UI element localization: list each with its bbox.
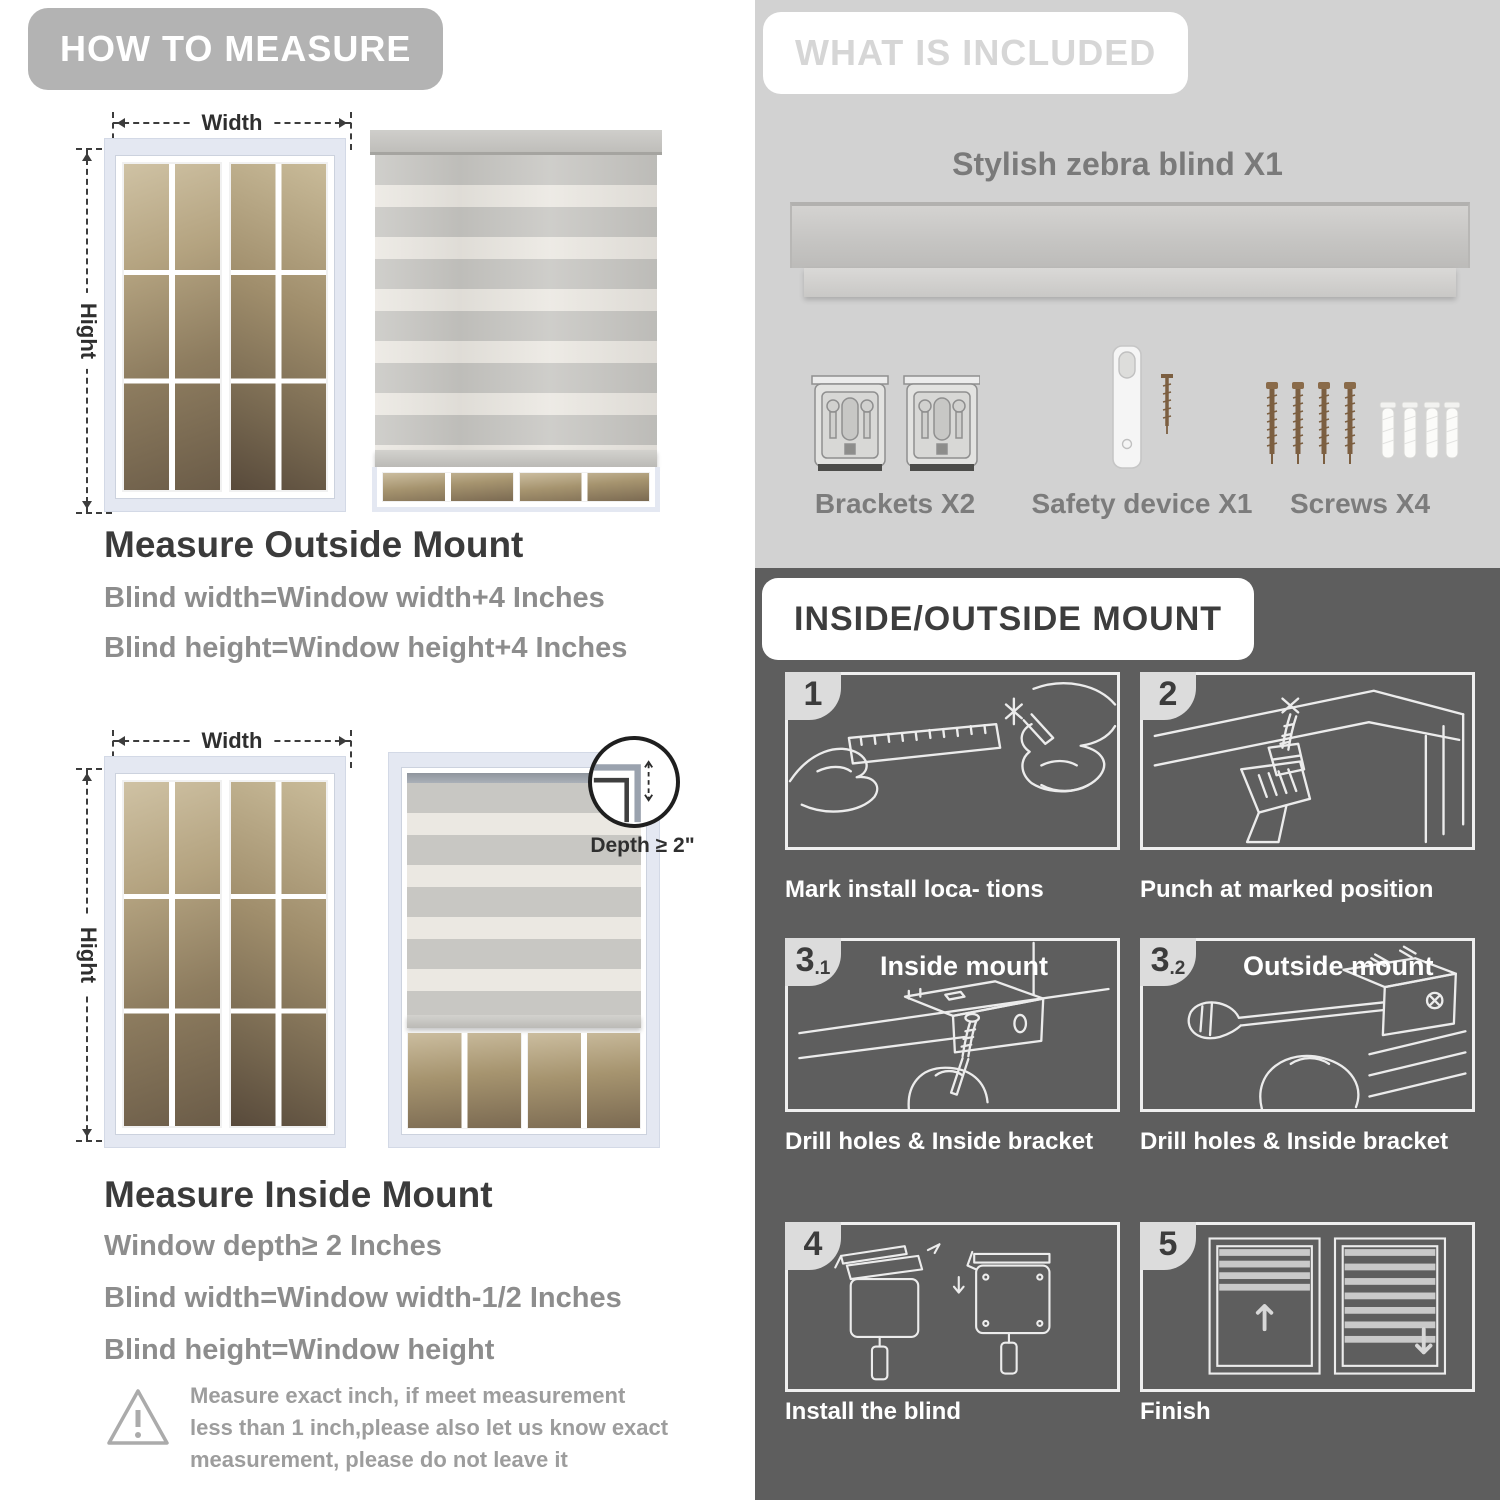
window-sash [229, 162, 329, 492]
step-number: 1 [803, 675, 823, 713]
step-caption-1: Mark install loca- tions [785, 876, 1044, 903]
step-title-outside-mount: Outside mount [1243, 951, 1434, 981]
step-panel-1 [785, 672, 1120, 850]
measure-inside-title: Measure Inside Mount [104, 1174, 493, 1215]
step-number: 4 [803, 1225, 823, 1263]
depth-label: Depth ≥ 2" [590, 834, 695, 857]
window-sash [519, 472, 651, 502]
step-number-sub: .2 [1169, 958, 1186, 979]
step-panel-3-1 [785, 938, 1120, 1112]
how-to-measure-title: HOW TO MEASURE [60, 28, 412, 69]
mount-instructions-panel [755, 568, 1500, 1500]
what-is-included-title: WHAT IS INCLUDED [795, 32, 1157, 73]
depth-magnifier-icon [588, 736, 680, 828]
step-number: 3 [795, 941, 815, 979]
measure-inside-line: Window depth≥ 2 Inches [104, 1230, 442, 1262]
measure-outside-line: Blind width=Window width+4 Inches [104, 582, 605, 614]
step-caption-3-1: Drill holes & Inside bracket [785, 1128, 1094, 1155]
window-sash [407, 1032, 522, 1129]
step-number: 3 [1150, 941, 1170, 979]
warning-text: Measure exact inch, if meet measurement less than 1 inch,please also let us know exact measurement, please do not leave it [190, 1383, 669, 1472]
step-panel-2 [1140, 672, 1475, 850]
window-panes [407, 1032, 641, 1129]
what-is-included-panel [755, 0, 1500, 568]
step-panel-5 [1140, 1222, 1475, 1392]
height-label: Hight [75, 293, 101, 369]
height-label: Hight [75, 917, 101, 993]
warning-triangle-icon [104, 1386, 172, 1450]
step-number-sub: .1 [814, 958, 831, 979]
headrail-top-bar [790, 202, 1470, 268]
window-photo-outside [104, 138, 346, 512]
brackets-icon [810, 368, 980, 480]
window-frame [115, 155, 335, 499]
step-number: 2 [1158, 675, 1178, 713]
step-panel-3-2 [1140, 938, 1475, 1112]
blind-bottom-rail [375, 450, 657, 467]
magnified-corner-art [592, 740, 676, 824]
zebra-blind-headrail-image [790, 202, 1470, 297]
screws-label: Screws X4 [1289, 488, 1431, 519]
blind-stripes [375, 155, 657, 450]
measure-outside-line: Blind height=Window height+4 Inches [104, 632, 628, 664]
width-label: Width [192, 110, 273, 136]
headrail-bottom-bar [804, 268, 1456, 297]
what-is-included-header [763, 12, 1188, 94]
blind-bottom-rail [407, 1015, 641, 1028]
window-sash [229, 780, 329, 1128]
step-caption-4: Install the blind [785, 1398, 962, 1425]
brackets-label: Brackets X2 [814, 488, 976, 519]
window-frame [377, 467, 655, 507]
measure-outside-title: Measure Outside Mount [104, 524, 524, 565]
step-caption-2: Punch at marked position [1140, 876, 1434, 903]
step-title-inside-mount: Inside mount [880, 951, 1048, 981]
width-label: Width [192, 728, 273, 754]
window-frame [401, 767, 647, 1135]
zebra-blind-outside-mount [370, 130, 662, 512]
how-to-measure-header [28, 8, 443, 90]
blind-cassette [370, 130, 662, 155]
measure-inside-line: Blind width=Window width-1/2 Inches [104, 1282, 622, 1314]
zebra-blind-quantity-label: Stylish zebra blind X1 [952, 146, 1283, 182]
window-under-blind [372, 467, 660, 512]
window-sash [527, 1032, 642, 1129]
window-sash [122, 162, 222, 492]
window-sash [122, 780, 222, 1128]
measure-inside-line: Blind height=Window height [104, 1334, 495, 1366]
safety-device-icon [1095, 344, 1185, 474]
window-sash [382, 472, 514, 502]
step-caption-3-2: Drill holes & Inside bracket [1140, 1128, 1449, 1155]
mount-title: INSIDE/OUTSIDE MOUNT [794, 599, 1223, 638]
screws-icon [1260, 376, 1460, 474]
step-panel-4 [785, 1222, 1120, 1392]
mount-header [762, 578, 1254, 660]
safety-device-label: Safety device X1 [1031, 488, 1253, 519]
window-frame [115, 773, 335, 1135]
window-photo-inside [104, 756, 346, 1148]
step-caption-5: Finish [1140, 1398, 1211, 1425]
step-number: 5 [1158, 1225, 1178, 1263]
